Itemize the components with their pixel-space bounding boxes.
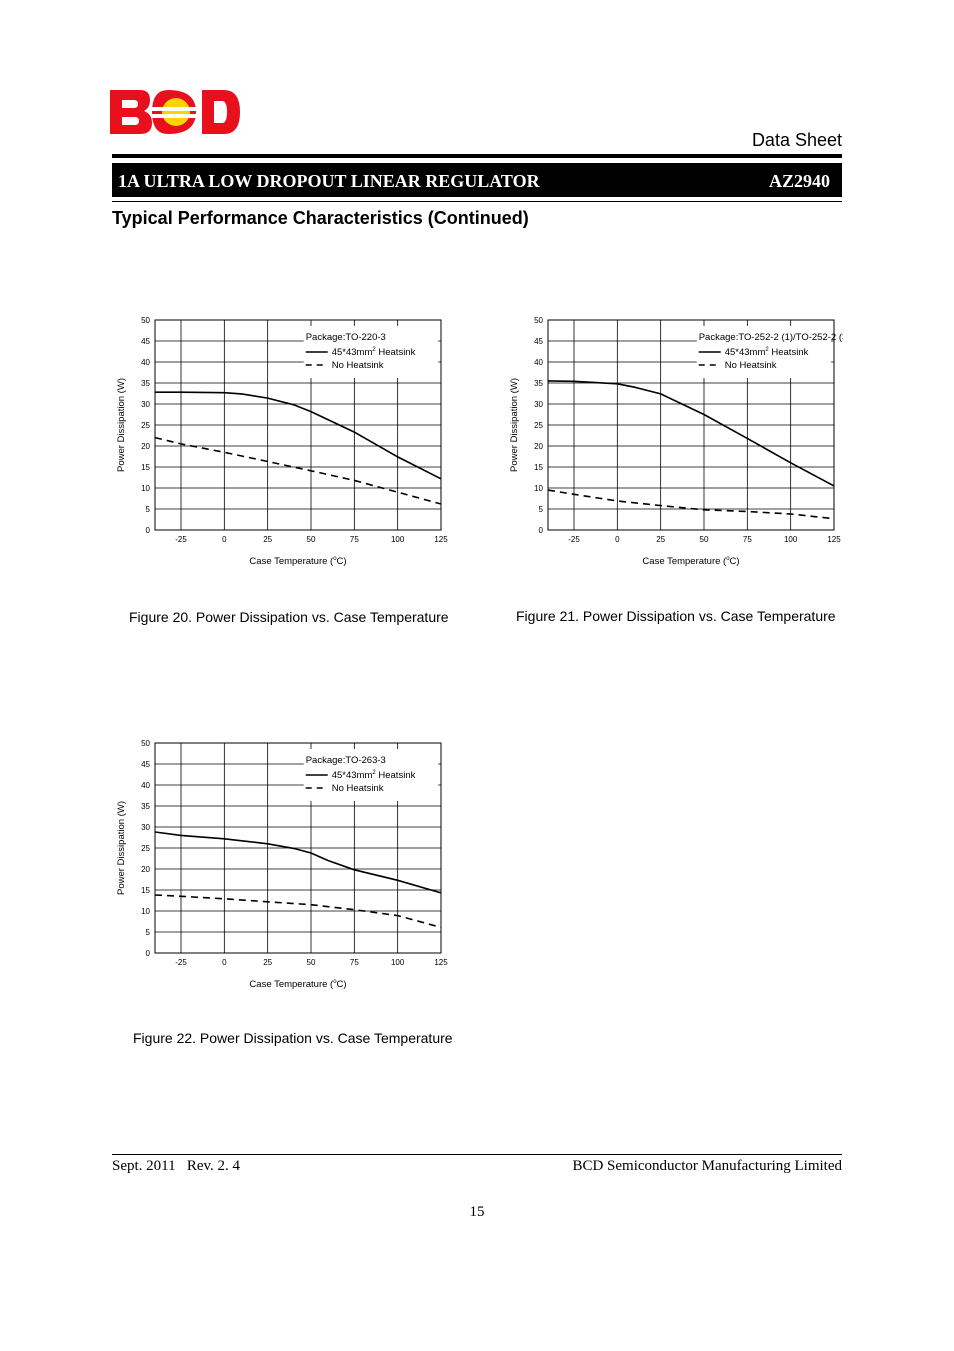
legend-entry: $45*43mm^2$ Heatsink [724,347,809,358]
x-axis-label: Case Temperature ($^o$C) [642,556,740,567]
title-rule [112,201,842,202]
section-title: Typical Performance Characteristics (Continued) [112,208,529,228]
title-bar [112,163,842,197]
y-tick-label: 0 [145,949,150,958]
y-axis-label: Power Dissipation (W) [509,378,520,472]
legend-package-label: Package:TO-263-3 [305,755,386,766]
y-tick-label: 20 [141,865,150,874]
y-axis-label: Power Dissipation (W) [116,378,127,472]
y-tick-label: 40 [141,358,150,367]
y-tick-label: 15 [534,463,543,472]
y-tick-label: 35 [141,802,150,811]
x-tick-label: 75 [349,958,359,967]
x-tick-label: 75 [349,535,359,544]
x-tick-label: 100 [783,535,798,544]
x-tick-label: 50 [306,535,316,544]
figure-22-caption: Figure 22. Power Dissipation vs. Case Temperature [133,1030,453,1046]
x-tick-label: 0 [222,958,227,967]
x-tick-label: 0 [615,535,620,544]
y-tick-label: 45 [534,337,543,346]
series-heatsink-line [155,392,441,479]
y-tick-label: 50 [141,316,150,325]
x-tick-label: -25 [175,535,187,544]
x-tick-label: 25 [263,535,273,544]
product-title: 1A ULTRA LOW DROPOUT LINEAR REGULATOR [118,171,540,191]
y-tick-label: 45 [141,760,150,769]
x-tick-label: 75 [742,535,752,544]
x-tick-label: 25 [263,958,273,967]
y-tick-label: 25 [534,421,543,430]
footer-rule [112,1154,842,1155]
y-tick-label: 35 [534,379,543,388]
x-axis-label: Case Temperature ($^o$C) [249,556,347,567]
series-no-heatsink-line [155,438,441,504]
y-tick-label: 10 [534,484,543,493]
legend-package-label: Package:TO-220-3 [305,332,386,343]
doc-type-label: Data Sheet [751,130,842,150]
chart-svg [110,728,450,998]
legend-package-label: Package:TO-252-2 (1)/TO-252-2 (3) [698,332,843,343]
y-tick-label: 35 [141,379,150,388]
y-tick-label: 20 [141,442,150,451]
x-tick-label: 125 [434,958,448,967]
x-tick-label: 50 [306,958,316,967]
y-tick-label: 15 [141,886,150,895]
series-no-heatsink-line [548,490,834,519]
x-axis-label: Case Temperature ($^o$C) [249,979,347,990]
x-tick-label: 0 [222,535,227,544]
x-tick-label: 50 [699,535,709,544]
x-tick-label: -25 [175,958,187,967]
y-tick-label: 30 [141,400,150,409]
y-tick-label: 5 [145,505,150,514]
y-tick-label: 40 [141,781,150,790]
footer-company: BCD Semiconductor Manufacturing Limited [572,1158,842,1174]
y-tick-label: 30 [534,400,543,409]
chart-figure-22 [110,728,450,1003]
legend-entry: No Heatsink [724,360,777,371]
x-tick-label: -25 [568,535,580,544]
y-axis-label: Power Dissipation (W) [116,801,127,895]
chart-figure-21 [503,305,843,580]
y-tick-label: 25 [141,844,150,853]
y-tick-label: 0 [145,526,150,535]
y-tick-label: 45 [141,337,150,346]
chart-svg [110,305,450,575]
y-tick-label: 10 [141,907,150,916]
y-tick-label: 25 [141,421,150,430]
company-logo [108,88,243,138]
y-tick-label: 0 [538,526,543,535]
y-tick-label: 40 [534,358,543,367]
x-tick-label: 25 [656,535,666,544]
y-tick-label: 50 [534,316,543,325]
x-tick-label: 100 [390,535,405,544]
y-tick-label: 30 [141,823,150,832]
series-heatsink-line [155,832,441,893]
y-tick-label: 5 [538,505,543,514]
chart-svg [503,305,843,575]
chart-figure-20 [110,305,450,580]
legend-entry: $45*43mm^2$ Heatsink [331,347,416,358]
y-tick-label: 20 [534,442,543,451]
x-tick-label: 125 [827,535,841,544]
y-tick-label: 10 [141,484,150,493]
legend-entry: No Heatsink [331,360,384,371]
part-number: AZ2940 [768,171,830,191]
x-tick-label: 125 [434,535,448,544]
y-tick-label: 50 [141,739,150,748]
page-number: 15 [469,1204,485,1220]
figure-20-caption: Figure 20. Power Dissipation vs. Case Temperature [129,609,449,625]
legend-entry: $45*43mm^2$ Heatsink [331,770,416,781]
header-rule [112,154,842,158]
x-tick-label: 100 [390,958,405,967]
y-tick-label: 5 [145,928,150,937]
legend-entry: No Heatsink [331,783,384,794]
series-heatsink-line [548,381,834,486]
figure-21-caption: Figure 21. Power Dissipation vs. Case Temperature [516,608,836,624]
footer-date-revision: Sept. 2011 Rev. 2. 4 [112,1158,241,1174]
y-tick-label: 15 [141,463,150,472]
